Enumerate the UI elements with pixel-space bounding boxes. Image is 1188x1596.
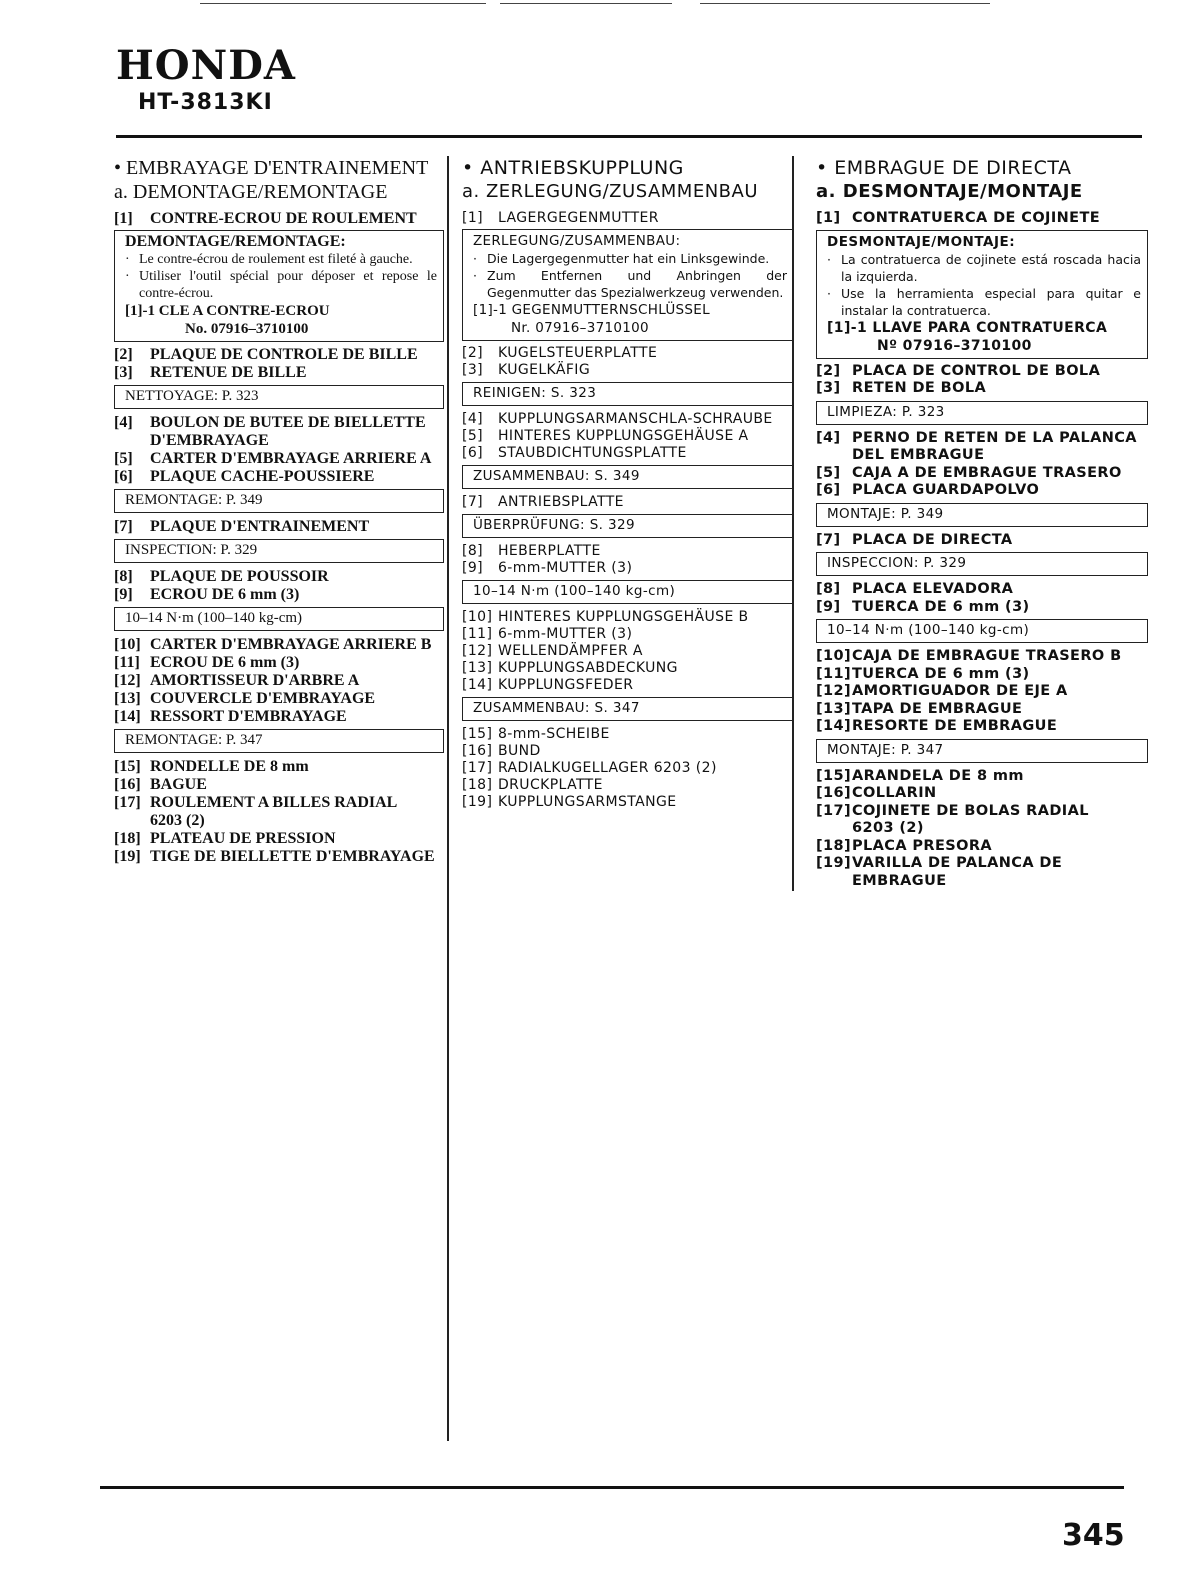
list-item bbox=[114, 794, 444, 812]
box-heading: DESMONTAJE/MONTAJE: bbox=[827, 233, 1016, 250]
brand-logo: HONDA bbox=[116, 42, 296, 89]
item-number: [11] bbox=[816, 665, 852, 682]
bullet-mark: · bbox=[473, 251, 477, 266]
item-number: [4] bbox=[114, 414, 133, 431]
list-item bbox=[462, 777, 794, 794]
item-continuation: 6203 (2) bbox=[852, 820, 924, 836]
list-item bbox=[114, 210, 444, 228]
reference-box: INSPECCION: P. 329 bbox=[816, 552, 1148, 576]
list-item bbox=[462, 560, 794, 577]
item-number: [9] bbox=[462, 560, 484, 576]
list-item bbox=[114, 848, 444, 866]
list-item bbox=[462, 760, 794, 777]
list-item bbox=[816, 532, 1148, 550]
list-item bbox=[816, 599, 1148, 617]
section-subtitle: a. DESMONTAJE/MONTAJE bbox=[816, 181, 1083, 202]
list-item bbox=[462, 494, 794, 511]
item-text: PLACA ELEVADORA bbox=[852, 581, 1014, 597]
item-number: [7] bbox=[114, 518, 133, 535]
list-item bbox=[462, 609, 794, 626]
list-item bbox=[816, 666, 1148, 684]
item-text: PLAQUE DE CONTROLE DE BILLE bbox=[150, 346, 418, 363]
item-text: ROULEMENT A BILLES RADIAL bbox=[150, 794, 398, 811]
item-number: [15] bbox=[114, 758, 141, 775]
item-text: VARILLA DE PALANCA DE EMBRAGUE bbox=[852, 855, 1063, 889]
item-number: [15] bbox=[816, 767, 852, 784]
item-number: [17] bbox=[114, 794, 141, 811]
list-item bbox=[462, 210, 794, 227]
bullet-mark: · bbox=[827, 251, 831, 267]
list-item bbox=[816, 838, 1148, 856]
item-text: STAUBDICHTUNGSPLATTE bbox=[498, 445, 687, 461]
bullet-text: Die Lagergegenmutter hat ein Linksgewinde. bbox=[487, 251, 770, 266]
item-continuation: 6203 (2) bbox=[150, 812, 205, 829]
item-text: 6-mm-MUTTER (3) bbox=[498, 626, 633, 642]
list-item bbox=[816, 430, 1148, 465]
item-number: [10] bbox=[462, 609, 493, 625]
item-text: WELLENDÄMPFER A bbox=[498, 643, 643, 659]
item-text: KUGELKÄFIG bbox=[498, 362, 591, 378]
item-text: CONTRATUERCA DE COJINETE bbox=[852, 210, 1101, 226]
list-item bbox=[462, 362, 794, 379]
section-subtitle: a. ZERLEGUNG/ZUSAMMENBAU bbox=[462, 181, 759, 202]
reference-box: LIMPIEZA: P. 323 bbox=[816, 401, 1148, 425]
list-item bbox=[114, 346, 444, 364]
bullet-text: Utiliser l'outil spécial pour déposer et repose le contre-écrou. bbox=[139, 269, 437, 301]
box-heading: ZERLEGUNG/ZUSAMMENBAU: bbox=[473, 233, 681, 249]
item-number: [16] bbox=[816, 785, 852, 801]
top-rule-1 bbox=[200, 3, 486, 4]
list-item bbox=[816, 768, 1148, 786]
item-text: KUPPLUNGSARMANSCHLA-SCHRAUBE bbox=[498, 411, 773, 427]
item-number: [13] bbox=[462, 660, 493, 676]
item-text: TIGE DE BIELLETTE D'EMBRAYAGE bbox=[150, 848, 435, 865]
item-number: [7] bbox=[816, 531, 841, 548]
bullet-text: Zum Entfernen und Anbringen der Gegenmutter das Spezialwerkzeug verwenden. bbox=[487, 268, 787, 300]
box-bullet bbox=[473, 267, 787, 301]
tool-label: [1]-1 LLAVE PARA CONTRATUERCA bbox=[827, 319, 1108, 336]
section-subtitle: a. DEMONTAGE/REMONTAGE bbox=[114, 181, 388, 203]
item-text: DRUCKPLATTE bbox=[498, 777, 603, 793]
item-number: [9] bbox=[816, 598, 841, 615]
item-text: ANTRIEBSPLATTE bbox=[498, 494, 624, 510]
item-text: CARTER D'EMBRAYAGE ARRIERE B bbox=[150, 636, 432, 653]
item-text: RESORTE DE EMBRAGUE bbox=[852, 718, 1058, 734]
list-item bbox=[462, 445, 794, 462]
item-text: HINTERES KUPPLUNGSGEHÄUSE B bbox=[498, 609, 749, 625]
item-number: [5] bbox=[816, 464, 841, 481]
item-text: AMORTISSEUR D'ARBRE A bbox=[150, 672, 360, 689]
item-text: TUERCA DE 6 mm (3) bbox=[852, 665, 1030, 682]
reference-box: ZUSAMMENBAU: S. 349 bbox=[462, 465, 794, 489]
item-text: RETENUE DE BILLE bbox=[150, 364, 307, 381]
box-bullet bbox=[125, 251, 437, 268]
list-item bbox=[816, 581, 1148, 599]
list-item bbox=[462, 345, 794, 362]
box-bullet bbox=[473, 250, 787, 267]
list-item bbox=[816, 683, 1148, 701]
item-number: [7] bbox=[462, 494, 484, 510]
item-number: [4] bbox=[816, 429, 841, 446]
item-number: [10] bbox=[816, 648, 852, 664]
item-text: BAGUE bbox=[150, 776, 207, 793]
item-number: [11] bbox=[114, 654, 140, 671]
item-number: [17] bbox=[816, 802, 852, 819]
top-rule-3 bbox=[700, 3, 990, 4]
list-item bbox=[816, 465, 1148, 483]
column-divider-1 bbox=[447, 156, 449, 1441]
item-text: PLACA DE CONTROL DE BOLA bbox=[852, 362, 1101, 379]
item-text: RESSORT D'EMBRAYAGE bbox=[150, 708, 347, 725]
item-number: [5] bbox=[462, 428, 484, 444]
item-number: [1] bbox=[114, 210, 133, 227]
reference-box: REINIGEN: S. 323 bbox=[462, 382, 794, 406]
list-item bbox=[462, 794, 794, 811]
item-number: [8] bbox=[462, 543, 484, 559]
item-number: [14] bbox=[462, 677, 493, 693]
item-number: [10] bbox=[114, 636, 141, 653]
item-text: ECROU DE 6 mm (3) bbox=[150, 586, 300, 603]
item-number: [2] bbox=[114, 346, 133, 363]
item-text: PLATEAU DE PRESSION bbox=[150, 830, 336, 847]
item-number: [6] bbox=[114, 468, 133, 485]
list-item bbox=[816, 855, 1148, 890]
item-number: [19] bbox=[462, 794, 493, 810]
list-item bbox=[816, 363, 1148, 381]
item-number: [12] bbox=[462, 643, 493, 659]
item-number: [12] bbox=[816, 683, 852, 699]
box-heading: DEMONTAGE/REMONTAGE: bbox=[125, 233, 346, 250]
item-text: COUVERCLE D'EMBRAYAGE bbox=[150, 690, 376, 707]
french-column bbox=[114, 156, 444, 866]
tool-number: Nr. 07916–3710100 bbox=[511, 320, 649, 336]
item-number: [5] bbox=[114, 450, 133, 467]
list-item bbox=[114, 758, 444, 776]
list-item bbox=[114, 690, 444, 708]
list-item bbox=[114, 586, 444, 604]
item-number: [15] bbox=[462, 726, 493, 742]
torque-box: 10–14 N·m (100–140 kg-cm) bbox=[462, 580, 794, 604]
item-text: PLAQUE CACHE-POUSSIERE bbox=[150, 468, 375, 485]
reference-box: MONTAJE: P. 347 bbox=[816, 739, 1148, 763]
list-item bbox=[816, 701, 1148, 719]
item-text: PLAQUE DE POUSSOIR bbox=[150, 568, 329, 585]
list-item bbox=[114, 776, 444, 794]
list-item bbox=[114, 364, 444, 382]
item-number: [1] bbox=[816, 210, 841, 226]
list-item bbox=[816, 648, 1148, 666]
item-number: [8] bbox=[114, 568, 133, 585]
bullet-text: La contratuerca de cojinete está roscada hacia la izquierda. bbox=[841, 251, 1141, 284]
bullet-text: Le contre-écrou de roulement est fileté à gauche. bbox=[139, 252, 413, 267]
top-rule-2 bbox=[500, 3, 672, 4]
item-number: [14] bbox=[816, 718, 852, 734]
item-number: [18] bbox=[816, 837, 852, 854]
item-number: [17] bbox=[462, 760, 493, 776]
reference-box: NETTOYAGE: P. 323 bbox=[114, 385, 444, 409]
list-item bbox=[462, 626, 794, 643]
section-title: • ANTRIEBSKUPPLUNG bbox=[462, 157, 684, 179]
item-number: [9] bbox=[114, 586, 133, 603]
header-rule bbox=[116, 135, 1142, 138]
list-item bbox=[114, 414, 444, 450]
list-item bbox=[462, 428, 794, 445]
list-item bbox=[462, 660, 794, 677]
item-number: [2] bbox=[462, 345, 484, 361]
item-text: PERNO DE RETEN DE LA PALANCA DEL EMBRAGUE bbox=[852, 429, 1137, 463]
item-text: CAJA DE EMBRAGUE TRASERO B bbox=[852, 648, 1122, 664]
item-number: [2] bbox=[816, 362, 841, 379]
item-number: [6] bbox=[462, 445, 484, 461]
list-item bbox=[114, 830, 444, 848]
item-text: CAJA A DE EMBRAGUE TRASERO bbox=[852, 464, 1122, 481]
item-number: [18] bbox=[462, 777, 493, 793]
item-text: KUPPLUNGSABDECKUNG bbox=[498, 660, 678, 676]
item-text: 8-mm-SCHEIBE bbox=[498, 726, 610, 742]
section-title: • EMBRAGUE DE DIRECTA bbox=[816, 157, 1072, 179]
item-text: ARANDELA DE 8 mm bbox=[852, 767, 1024, 784]
list-item bbox=[114, 654, 444, 672]
item-text: HINTERES KUPPLUNGSGEHÄUSE A bbox=[498, 428, 749, 444]
procedure-box bbox=[114, 230, 444, 342]
list-item bbox=[114, 672, 444, 690]
list-item bbox=[462, 677, 794, 694]
list-item bbox=[816, 718, 1148, 736]
item-text: HEBERPLATTE bbox=[498, 543, 601, 559]
list-item bbox=[816, 785, 1148, 803]
list-item bbox=[114, 708, 444, 726]
list-item bbox=[114, 468, 444, 486]
list-item bbox=[114, 450, 444, 468]
item-text: PLACA PRESORA bbox=[852, 837, 993, 854]
item-number: [1] bbox=[462, 210, 484, 226]
item-text: PLAQUE D'ENTRAINEMENT bbox=[150, 518, 370, 535]
item-text: RETEN DE BOLA bbox=[852, 380, 987, 396]
list-item bbox=[114, 518, 444, 536]
item-text: RONDELLE DE 8 mm bbox=[150, 758, 309, 775]
reference-box: REMONTAGE: P. 347 bbox=[114, 729, 444, 753]
box-bullet bbox=[827, 251, 1141, 285]
tool-label: [1]-1 CLE A CONTRE-ECROU bbox=[125, 303, 330, 319]
item-number: [19] bbox=[114, 848, 141, 865]
item-number: [11] bbox=[462, 626, 493, 642]
tool-number: No. 07916–3710100 bbox=[185, 321, 309, 337]
torque-box: 10–14 N·m (100–140 kg-cm) bbox=[114, 607, 444, 631]
tool-number: Nº 07916–3710100 bbox=[877, 337, 1032, 354]
item-text: KUPPLUNGSARMSTANGE bbox=[498, 794, 677, 810]
list-item bbox=[462, 543, 794, 560]
torque-box: 10–14 N·m (100–140 kg-cm) bbox=[816, 619, 1148, 643]
bullet-mark: · bbox=[473, 268, 477, 283]
item-text: 6-mm-MUTTER (3) bbox=[498, 560, 633, 576]
item-number: [16] bbox=[114, 776, 141, 793]
reference-box: MONTAJE: P. 349 bbox=[816, 503, 1148, 527]
list-item bbox=[816, 380, 1148, 398]
item-text: BOULON DE BUTEE DE BIELLETTE D'EMBRAYAGE bbox=[150, 414, 426, 449]
tool-label: [1]-1 GEGENMUTTERNSCHLÜSSEL bbox=[473, 302, 710, 318]
bullet-mark: · bbox=[827, 285, 831, 301]
item-text: AMORTIGUADOR DE EJE A bbox=[852, 683, 1068, 699]
list-item bbox=[462, 643, 794, 660]
procedure-box bbox=[462, 229, 794, 341]
item-number: [3] bbox=[462, 362, 484, 378]
item-text: CONTRE-ECROU DE ROULEMENT bbox=[150, 210, 417, 227]
german-column bbox=[462, 156, 794, 811]
item-number: [4] bbox=[462, 411, 484, 427]
box-bullet bbox=[125, 268, 437, 302]
item-number: [19] bbox=[816, 855, 852, 871]
list-item bbox=[462, 743, 794, 760]
item-text: KUGELSTEUERPLATTE bbox=[498, 345, 658, 361]
reference-box: ÜBERPRÜFUNG: S. 329 bbox=[462, 514, 794, 538]
section-title: • EMBRAYAGE D'ENTRAINEMENT bbox=[114, 157, 429, 179]
item-text: PLACA DE DIRECTA bbox=[852, 531, 1013, 548]
item-number: [18] bbox=[114, 830, 141, 847]
list-item bbox=[114, 636, 444, 654]
item-text: TAPA DE EMBRAGUE bbox=[852, 700, 1023, 717]
item-text: ECROU DE 6 mm (3) bbox=[150, 654, 300, 671]
page-number: 345 bbox=[1062, 1518, 1125, 1553]
item-number: [3] bbox=[114, 364, 133, 381]
list-item bbox=[816, 210, 1148, 228]
item-number: [3] bbox=[816, 380, 841, 396]
box-bullet bbox=[827, 285, 1141, 319]
list-item bbox=[816, 803, 1148, 821]
item-text: PLACA GUARDAPOLVO bbox=[852, 482, 1040, 498]
item-number: [8] bbox=[816, 581, 841, 597]
item-text: COJINETE DE BOLAS RADIAL bbox=[852, 802, 1089, 819]
bullet-text: Use la herramienta especial para quitar e instalar la contratuerca. bbox=[841, 285, 1141, 318]
item-number: [6] bbox=[816, 482, 841, 498]
footer-rule bbox=[100, 1486, 1124, 1489]
list-item bbox=[114, 568, 444, 586]
item-text: CARTER D'EMBRAYAGE ARRIERE A bbox=[150, 450, 432, 467]
reference-box: ZUSAMMENBAU: S. 347 bbox=[462, 697, 794, 721]
item-text: LAGERGEGENMUTTER bbox=[498, 210, 659, 226]
list-item bbox=[462, 726, 794, 743]
list-item bbox=[816, 482, 1148, 500]
item-text: RADIALKUGELLAGER 6203 (2) bbox=[498, 760, 717, 776]
reference-box: REMONTAGE: P. 349 bbox=[114, 489, 444, 513]
reference-box: INSPECTION: P. 329 bbox=[114, 539, 444, 563]
item-text: KUPPLUNGSFEDER bbox=[498, 677, 634, 693]
item-text: COLLARIN bbox=[852, 785, 937, 801]
item-number: [14] bbox=[114, 708, 141, 725]
item-number: [13] bbox=[816, 700, 852, 717]
procedure-box bbox=[816, 230, 1148, 359]
item-text: BUND bbox=[498, 743, 541, 759]
model-number: HT-3813KI bbox=[138, 90, 273, 115]
list-item bbox=[462, 411, 794, 428]
item-number: [16] bbox=[462, 743, 493, 759]
item-text: TUERCA DE 6 mm (3) bbox=[852, 598, 1030, 615]
item-number: [13] bbox=[114, 690, 141, 707]
item-number: [12] bbox=[114, 672, 141, 689]
spanish-column bbox=[816, 156, 1148, 890]
bullet-mark: · bbox=[125, 269, 130, 284]
bullet-mark: · bbox=[125, 252, 130, 267]
